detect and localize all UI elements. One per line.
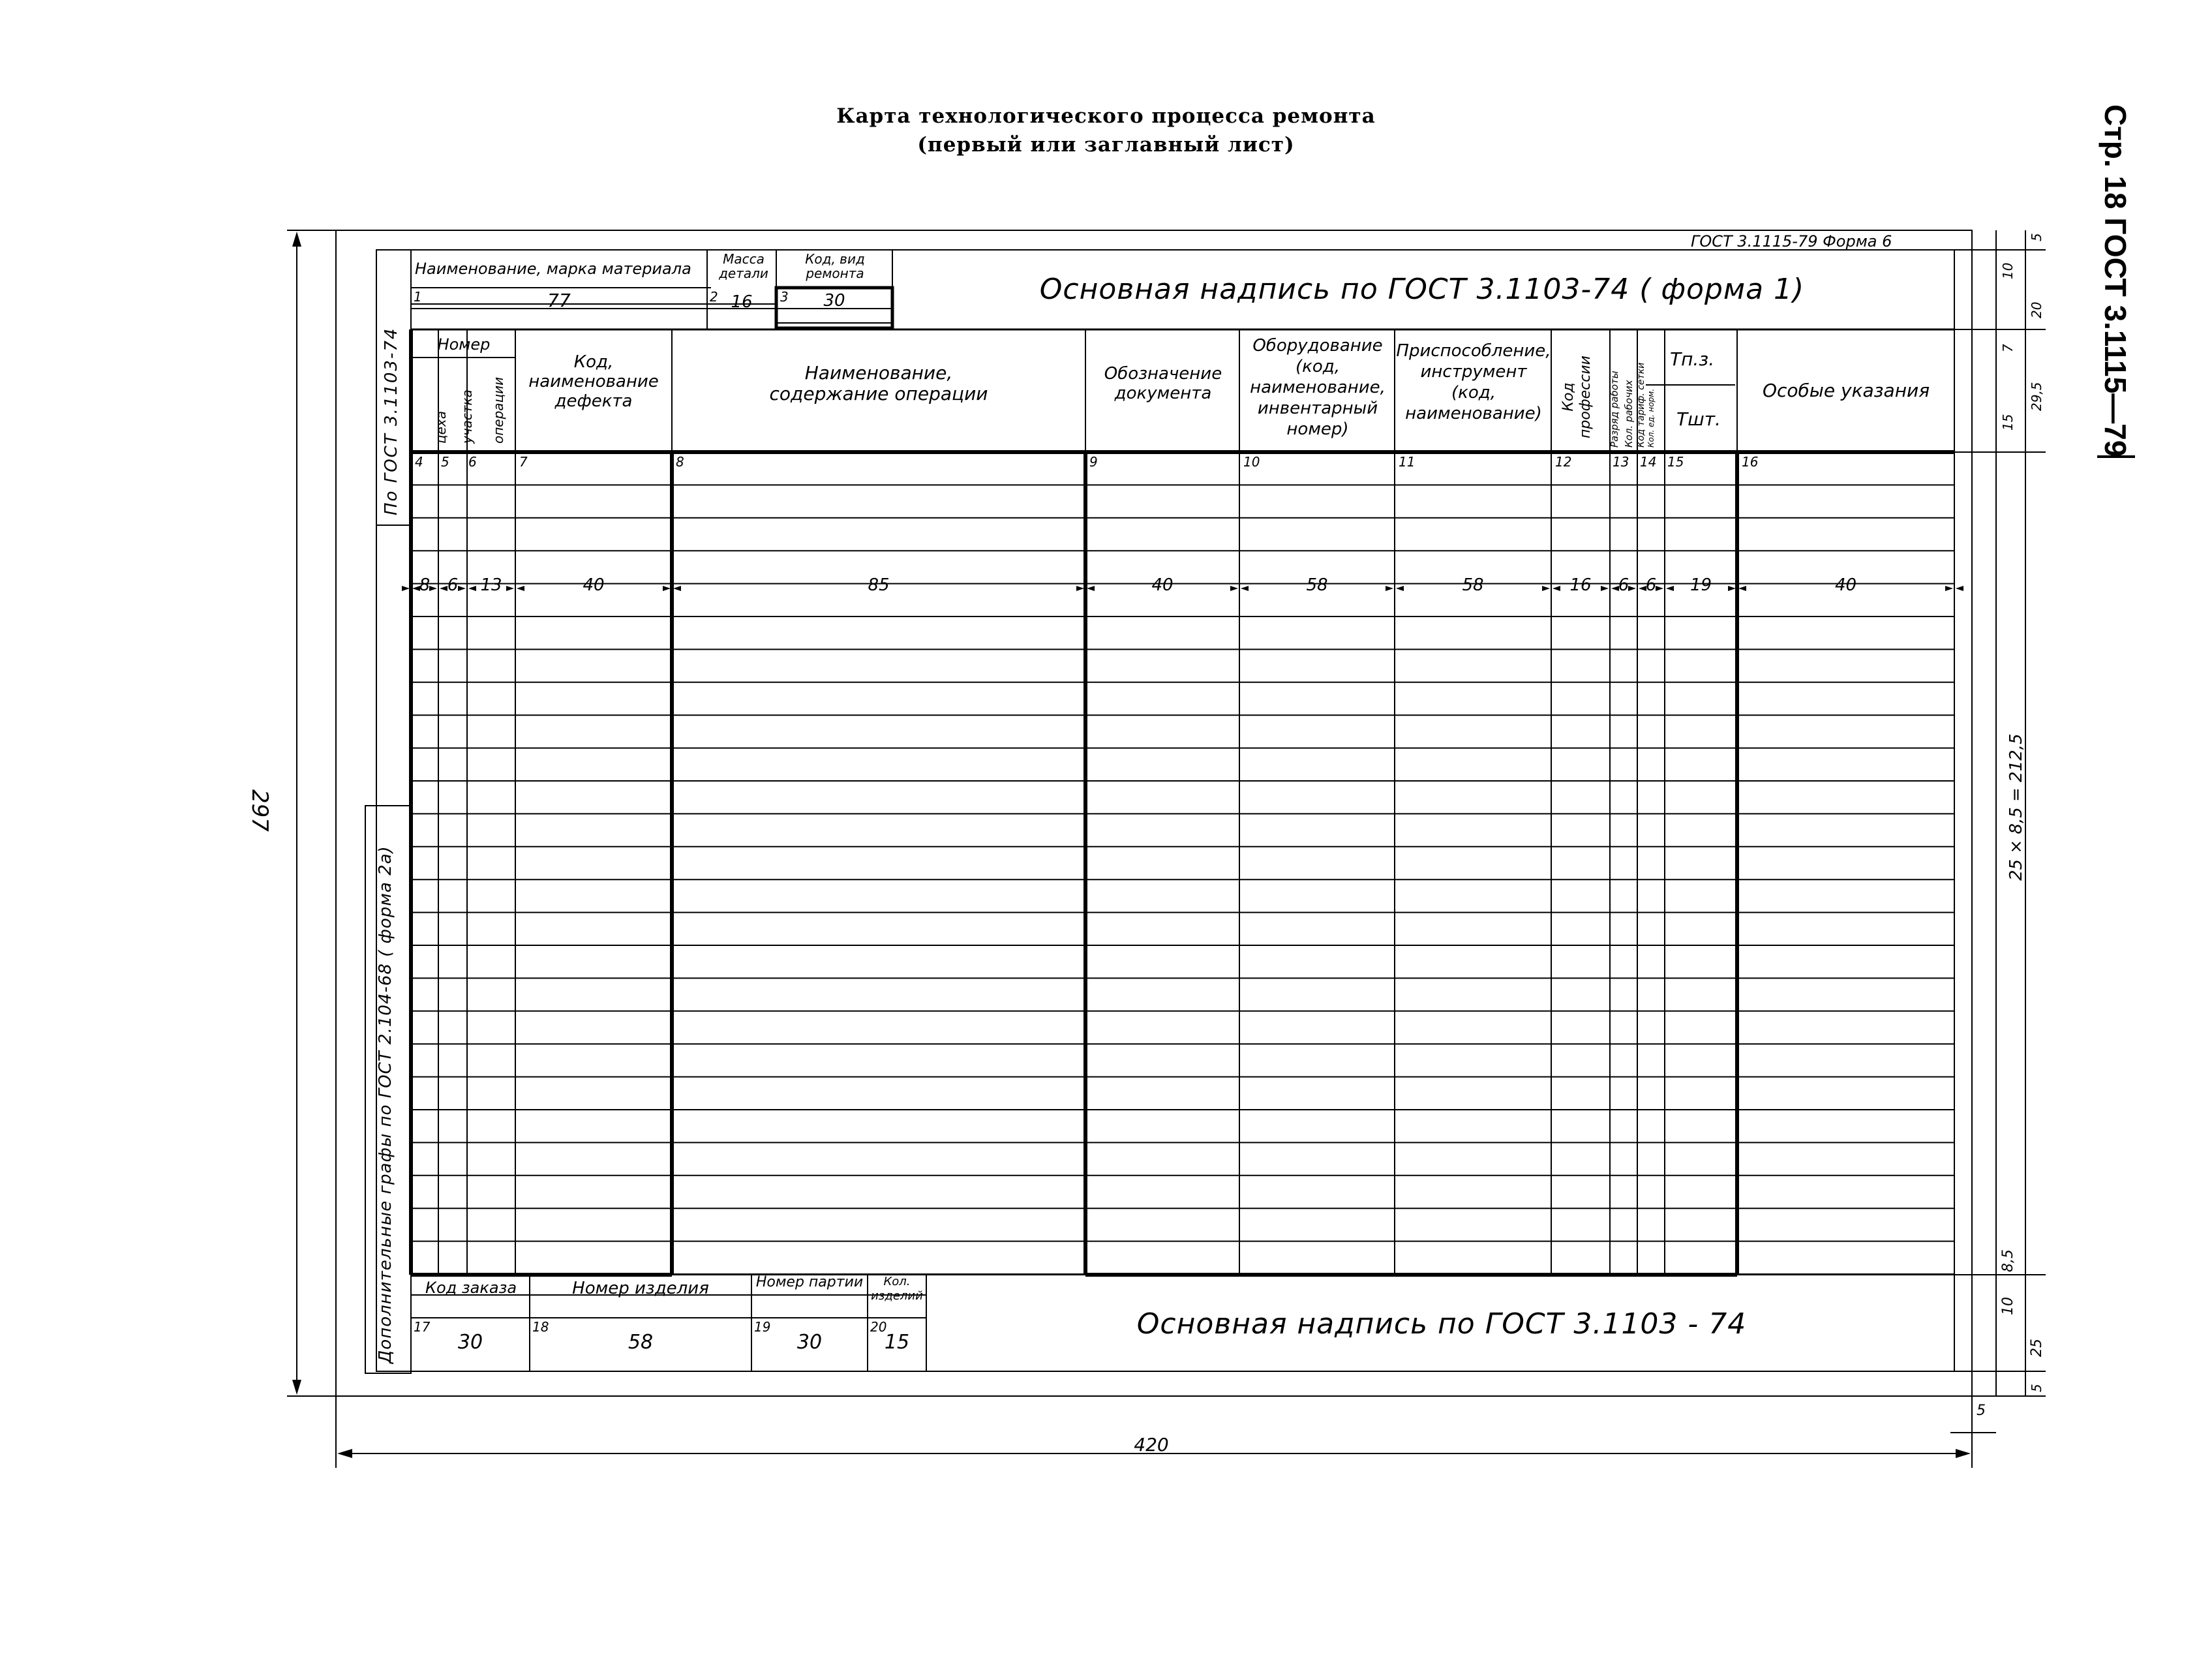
field-18-number: 18: [532, 1319, 549, 1335]
page-title-line1: Карта технологического процесса ремонта: [836, 104, 1376, 128]
dim-width: 420: [1134, 1434, 1169, 1455]
dim-5-bottom: 5: [2029, 1384, 2044, 1392]
col-width: 6: [447, 575, 459, 595]
page-title-line2: (первый или заглавный лист): [917, 133, 1295, 157]
header-profession: Код профессии: [1560, 356, 1594, 438]
field-19-width: 30: [796, 1331, 823, 1354]
col-width: 58: [1462, 575, 1484, 595]
header-norms: Кол. ед. норм.: [1646, 388, 1656, 448]
header-tool: Приспособление, инструмент (код, наименование): [1396, 341, 1551, 423]
header-tsht: Тшт.: [1676, 408, 1721, 430]
col-width: 58: [1306, 575, 1328, 595]
left-strip-top: По ГОСТ 3.1103-74: [382, 327, 401, 515]
header-operacii: операции: [491, 376, 506, 444]
col-width: 13: [480, 575, 502, 595]
left-strip-bottom: Дополнительные графы по ГОСТ 2.104-68 ( форма 2а): [376, 845, 395, 1363]
col-number: 15: [1667, 454, 1684, 470]
field-19-number: 19: [754, 1319, 771, 1335]
header-razryad: Разряд работы: [1609, 371, 1620, 448]
main-inscription-bottom: Основная надпись по ГОСТ 3.1103 - 74: [1136, 1307, 1747, 1341]
repair-label: Код, вид ремонта: [805, 251, 865, 281]
field-20-number: 20: [870, 1319, 887, 1335]
col-width: 8: [419, 575, 431, 595]
col-number: 12: [1555, 454, 1572, 470]
col-width: 16: [1569, 575, 1592, 595]
header-workers: Кол. рабочих: [1623, 380, 1635, 448]
field-17-number: 17: [414, 1319, 431, 1335]
header-uchastka: участка: [459, 389, 475, 444]
dim-rows: 25 × 8,5 = 212,5: [2007, 733, 2026, 881]
dimension-arrow: [1956, 586, 1963, 591]
header-ceha: цеха: [433, 410, 449, 444]
header-tariff: Код тариф. сетки: [1636, 362, 1646, 448]
field-18-width: 58: [628, 1331, 654, 1354]
field-17-width: 30: [457, 1331, 483, 1354]
header-tpz: Тп.з.: [1670, 348, 1715, 370]
header-nomer: Номер: [437, 335, 491, 354]
material-label: Наименование, марка материала: [415, 260, 691, 278]
page-side-caption: Стр. 18 ГОСТ 3.1115—79: [2098, 104, 2132, 457]
header-equipment: Оборудование (код, наименование, инвентарный номер): [1250, 336, 1386, 439]
dim-5-right: 5: [1977, 1403, 1986, 1419]
dim-5-top: 5: [2029, 233, 2044, 241]
dim-10b: 10: [2000, 1297, 2016, 1315]
dim-7: 7: [2000, 344, 2016, 352]
col-number: 5: [441, 454, 449, 470]
col-number: 16: [1742, 454, 1759, 470]
col-number: 13: [1613, 454, 1629, 470]
col-number: 4: [415, 454, 423, 470]
main-inscription-top: Основная надпись по ГОСТ 3.1103-74 ( форма 1): [1039, 273, 1805, 306]
item-label: Номер изделия: [572, 1279, 709, 1298]
header-document: Обозначение документа: [1104, 364, 1222, 403]
col-width: 40: [1834, 575, 1857, 595]
col-number: 6: [468, 454, 477, 470]
field-3-number: 3: [780, 289, 789, 305]
form-tag: ГОСТ 3.1115-79 Форма 6: [1691, 232, 1892, 251]
mass-label: Масса детали: [719, 251, 768, 281]
qty-label: Кол. изделий: [871, 1275, 923, 1303]
dimension-arrow: [402, 586, 410, 591]
col-width: 40: [1151, 575, 1174, 595]
field-2-number: 2: [710, 289, 718, 305]
dim-height: 297: [247, 789, 273, 832]
col-number: 11: [1399, 454, 1416, 470]
col-width: 6: [1618, 575, 1629, 595]
col-number: 7: [519, 454, 528, 470]
col-width: 40: [583, 575, 605, 595]
order-label: Код заказа: [425, 1279, 517, 1297]
header-operation: Наименование, содержание операции: [769, 362, 988, 404]
field-1-width: 77: [547, 290, 571, 311]
batch-label: Номер партии: [755, 1274, 864, 1290]
field-20-width: 15: [884, 1331, 910, 1354]
header-defect: Код, наименование дефекта: [528, 352, 659, 411]
dim-20: 20: [2029, 301, 2044, 318]
col-width: 6: [1645, 575, 1657, 595]
col-width: 85: [868, 575, 890, 595]
field-1-number: 1: [414, 289, 422, 305]
col-number: 14: [1640, 454, 1657, 470]
field-2-width: 16: [731, 292, 753, 312]
header-special: Особые указания: [1762, 380, 1930, 401]
dim-25: 25: [2029, 1339, 2045, 1357]
dim-15: 15: [2000, 414, 2016, 431]
field-3-width: 30: [823, 291, 845, 311]
col-number: 8: [676, 454, 684, 470]
dim-29: 29,5: [2029, 382, 2044, 411]
col-number: 10: [1243, 454, 1260, 470]
col-number: 9: [1089, 454, 1098, 470]
col-width: 19: [1689, 575, 1712, 595]
dim-8-5: 8,5: [2000, 1249, 2016, 1272]
dim-10: 10: [2000, 262, 2016, 279]
